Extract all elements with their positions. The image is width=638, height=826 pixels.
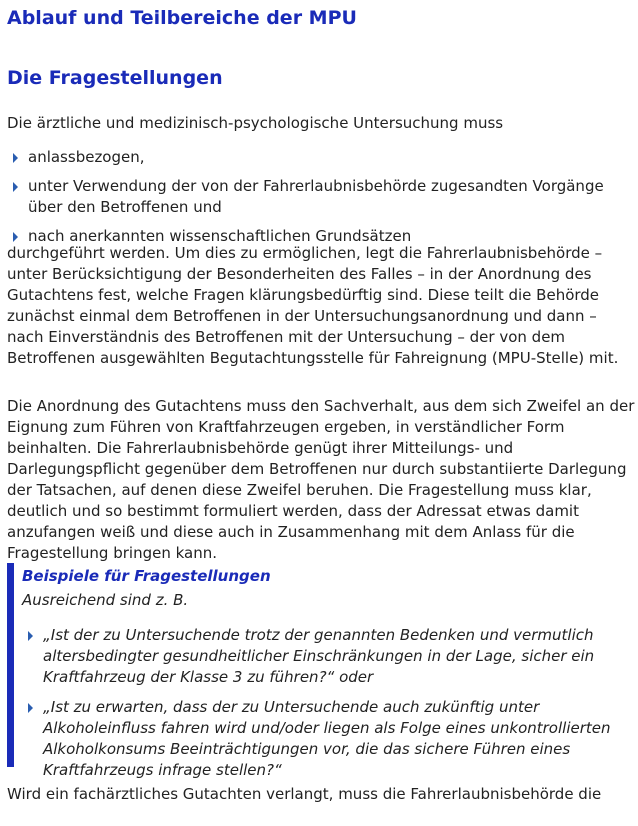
triangle-right-icon <box>13 153 18 163</box>
list-item <box>7 176 635 218</box>
intro-text: Die ärztliche und medizinisch-psychologische Untersuchung muss <box>7 114 504 132</box>
triangle-right-icon <box>13 182 18 192</box>
list-item <box>22 697 636 781</box>
section-title: Die Fragestellungen <box>7 67 223 89</box>
paragraph: durchgeführt werden. Um dies zu ermöglichen, legt die Fahrerlaubnisbehörde – unter Berücksichtigung der Besonderheiten des Falles – in der Anordnung des Gutachtens fest, welche Fragen klärungsbedürftig sind. Diese teilt die Behörde zunächst einmal dem Betroffenen in der Untersuchungsanordnung und dann – nach Einverständnis des Betroffenen mit der Untersuchung – der von dem Betroffenen ausgewählten Begutachtungsstelle für Fahreignung (MPU-Stelle) mit. <box>7 244 619 367</box>
list-item-text: unter Verwendung der von der Fahrerlaubnisbehörde zugesandten Vorgänge über den Betroffenen und <box>28 177 604 216</box>
examples-list <box>22 625 636 790</box>
paragraph: Die Anordnung des Gutachtens muss den Sachverhalt, aus dem sich Zweifel an der Eignung zum Führen von Kraftfahrzeugen ergeben, in verständlicher Form beinhalten. Die Fahrerlaubnisbehörde genügt ihrer Mitteilungs- und Darlegungspflicht gegenüber dem Betroffenen nur durch substantiierte Darlegung der Tatsachen, auf denen diese Zweifel beruhen. Die Fragestellung muss klar, deutlich und so bestimmt formuliert werden, dass der Adressat etwas damit anzufangen weiß und diese auch in Zusammenhang mit dem Anlass für die Fragestellung bringen kann. <box>7 397 635 562</box>
list-item-text: „Ist der zu Untersuchende trotz der genannten Bedenken und vermutlich altersbedingter gesundheitlicher Einschränkungen in der Lage, sicher ein Kraftfahrzeug der Klasse 3 zu führen?“ oder <box>43 626 595 686</box>
example-box-subtitle: Ausreichend sind z. B. <box>22 591 189 609</box>
list-item <box>22 625 636 688</box>
list-item-text: nach anerkannten wissenschaftlichen Grundsätzen <box>28 227 412 245</box>
example-box-title: Beispiele für Fragestellungen <box>22 567 271 585</box>
page-title: Ablauf und Teilbereiche der MPU <box>7 7 357 29</box>
list-item-text: „Ist zu erwarten, dass der zu Untersuchende auch zukünftig unter Alkoholeinfluss fahren wird und/oder liegen als Folge eines unkontrollierten Alkoholkonsums Beeinträchtigungen vor, die das sichere Führen eines Kraftfahrzeugs infrage stellen?“ <box>43 698 611 779</box>
requirements-list <box>7 147 635 255</box>
triangle-right-icon <box>28 631 33 641</box>
triangle-right-icon <box>13 232 18 242</box>
list-item <box>7 147 635 168</box>
triangle-right-icon <box>28 703 33 713</box>
paragraph: Wird ein fachärztliches Gutachten verlangt, muss die Fahrerlaubnisbehörde die <box>7 785 602 803</box>
list-item-text: anlassbezogen, <box>28 148 145 166</box>
example-box <box>7 563 638 779</box>
